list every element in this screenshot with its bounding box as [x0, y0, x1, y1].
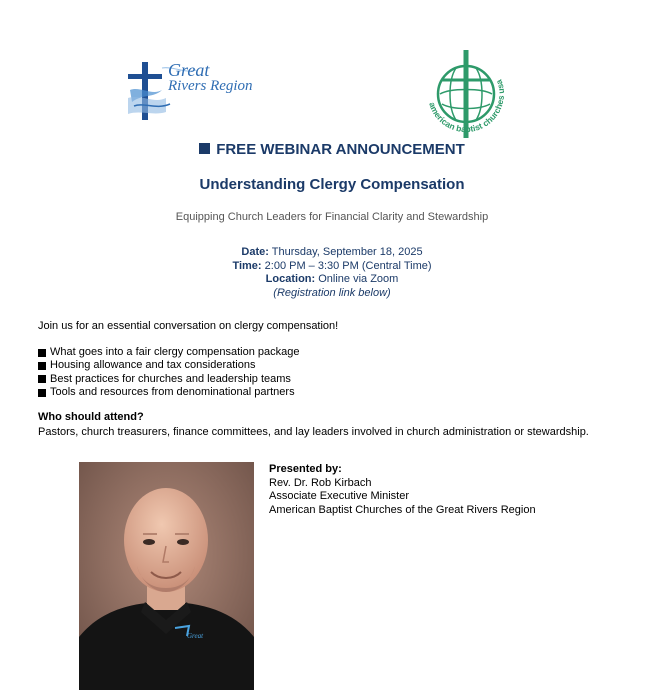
american-baptist-churches-logo [416, 44, 516, 144]
time-value: 2:00 PM – 3:30 PM (Central Time) [261, 259, 432, 272]
audience-text: Pastors, church treasurers, finance committees, and lay leaders involved in church administration or stewardship. [38, 426, 589, 438]
presented-by-label: Presented by: [269, 463, 342, 475]
topics-list [38, 346, 299, 399]
square-bullet-icon [38, 389, 46, 397]
presenter-title: Associate Executive Minister [269, 490, 409, 502]
list-item [38, 386, 299, 399]
topic-text: What goes into a fair clergy compensation package [50, 346, 300, 358]
square-bullet-icon [38, 349, 46, 357]
presenter-photo [79, 462, 254, 690]
list-item [38, 373, 299, 386]
date-value: Thursday, September 18, 2025 [268, 246, 423, 258]
list-item [38, 359, 299, 372]
presenter-organization: American Baptist Churches of the Great Rivers Region [269, 503, 536, 516]
webinar-title: Understanding Clergy Compensation [199, 176, 465, 193]
presenter-info [269, 463, 536, 517]
logo-text-great: Great [168, 60, 210, 80]
great-rivers-region-logo [126, 56, 286, 122]
topic-text: Housing allowance and tax considerations [50, 359, 256, 372]
registration-note: (Registration link below) [273, 286, 391, 299]
event-details [0, 246, 664, 300]
square-bullet-icon [199, 143, 210, 154]
announcement-text: FREE WEBINAR ANNOUNCEMENT [216, 141, 465, 158]
webinar-announcement-heading [0, 141, 664, 158]
date-label: Date: [241, 246, 269, 258]
location-label: Location: [265, 273, 316, 285]
location-value: Online via Zoom [315, 273, 399, 285]
topic-text: Best practices for churches and leadership teams [50, 372, 291, 385]
date-line [0, 246, 664, 260]
square-bullet-icon [38, 375, 46, 383]
svg-text:Great: Great [187, 632, 204, 640]
presenter-portrait-image [79, 462, 254, 690]
webinar-subtitle: Equipping Church Leaders for Financial Clarity and Stewardship [175, 211, 489, 223]
logo-text-rivers-region: Rivers Region [168, 78, 253, 94]
intro-text: Join us for an essential conversation on clergy compensation! [38, 320, 339, 332]
audience-heading: Who should attend? [38, 411, 144, 423]
presenter-name: Rev. Dr. Rob Kirbach [269, 476, 372, 489]
abc-logo-text: american baptist churches usa [427, 78, 507, 135]
abc-cross-globe-icon [416, 44, 516, 144]
list-item [38, 346, 299, 359]
topic-text: Tools and resources from denominational partners [50, 385, 295, 398]
location-line [0, 273, 664, 287]
time-line [0, 260, 664, 274]
time-label: Time: [232, 259, 262, 272]
square-bullet-icon [38, 362, 46, 370]
